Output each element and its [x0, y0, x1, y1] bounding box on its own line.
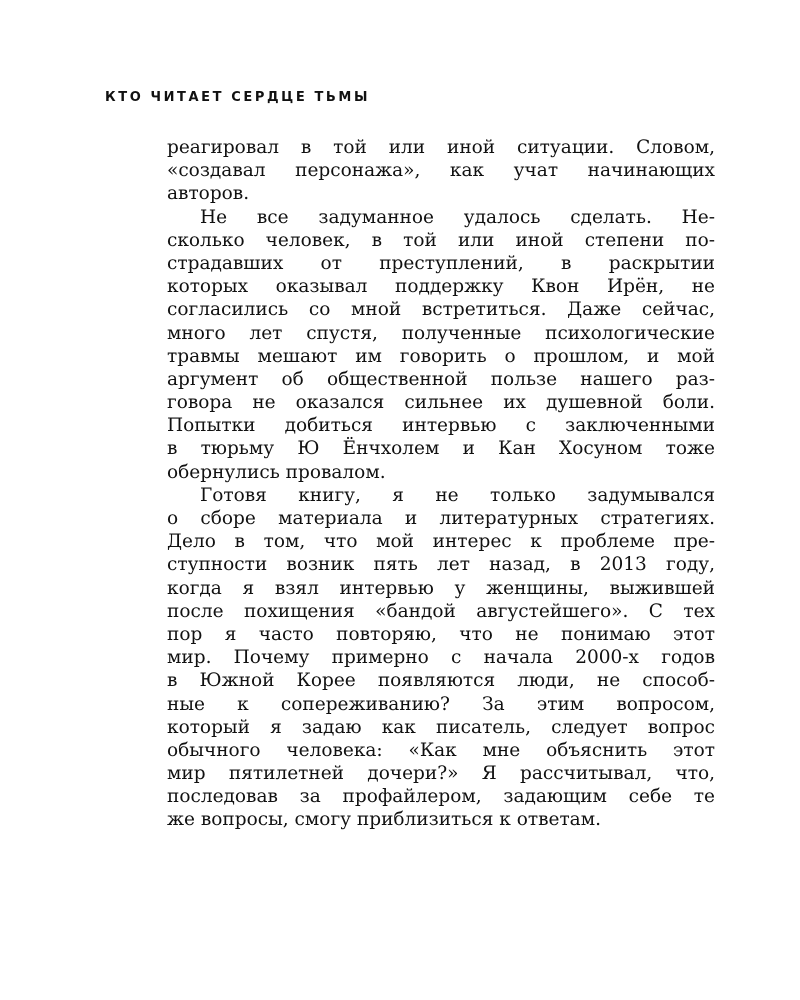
- text-line: обычного человека: «Как мне объяснить этот: [167, 739, 715, 761]
- text-line: последовав за профайлером, задающим себе те: [167, 786, 715, 808]
- text-line: после похищения «бандой августейшего». С тех: [167, 600, 715, 622]
- body-text: [167, 136, 715, 832]
- text-line: много лет спустя, полученные психологические: [167, 322, 715, 344]
- text-line: же вопросы, смогу приблизиться к ответам.: [167, 809, 601, 831]
- text-line: ные к сопереживанию? За этим вопросом,: [167, 693, 715, 715]
- text-line: мир пятилетней дочери?» Я рассчитывал, что,: [167, 763, 715, 785]
- text-line: когда я взял интервью у женщины, выжившей: [167, 577, 715, 599]
- text-line: реагировал в той или иной ситуации. Словом,: [167, 137, 715, 158]
- text-line: обернулись провалом.: [167, 461, 386, 483]
- text-line: говора не оказался сильнее их душевной боли.: [167, 392, 715, 414]
- text-line: которых оказывал поддержку Квон Ирён, не: [167, 276, 715, 298]
- text-line: Готовя книгу, я не только задумывался: [200, 484, 715, 506]
- text-line: ступности возник пять лет назад, в 2013 году,: [167, 554, 715, 576]
- text-line: Попытки добиться интервью с заключенными: [167, 415, 715, 437]
- text-line: страдавших от преступлений, в раскрытии: [167, 252, 715, 274]
- text-line: в тюрьму Ю Ёнчхолем и Кан Хосуном тоже: [167, 438, 715, 460]
- text-line: сколько человек, в той или иной степени по-: [167, 229, 715, 251]
- text-line: авторов.: [167, 183, 250, 205]
- text-line: который я задаю как писатель, следует вопрос: [167, 716, 715, 738]
- text-line: «создавал персонажа», как учат начинающих: [167, 160, 715, 182]
- text-line: мир. Почему примерно с начала 2000-х годов: [167, 647, 715, 669]
- text-line: в Южной Корее появляются люди, не способ-: [167, 670, 715, 692]
- text-line: аргумент об общественной пользе нашего раз-: [167, 368, 715, 390]
- text-line: согласились со мной встретиться. Даже сейчас,: [167, 299, 715, 321]
- text-line: о сборе материала и литературных стратегиях.: [167, 508, 715, 529]
- text-line: пор я часто повторяю, что не понимаю этот: [167, 623, 715, 645]
- running-header: КТО ЧИТАЕТ СЕРДЦЕ ТЬМЫ: [105, 90, 371, 105]
- text-line: Не все задуманное удалось сделать. Не-: [200, 206, 715, 228]
- text-line: Дело в том, что мой интерес к проблеме пре-: [167, 531, 715, 553]
- text-line: травмы мешают им говорить о прошлом, и мой: [167, 345, 715, 367]
